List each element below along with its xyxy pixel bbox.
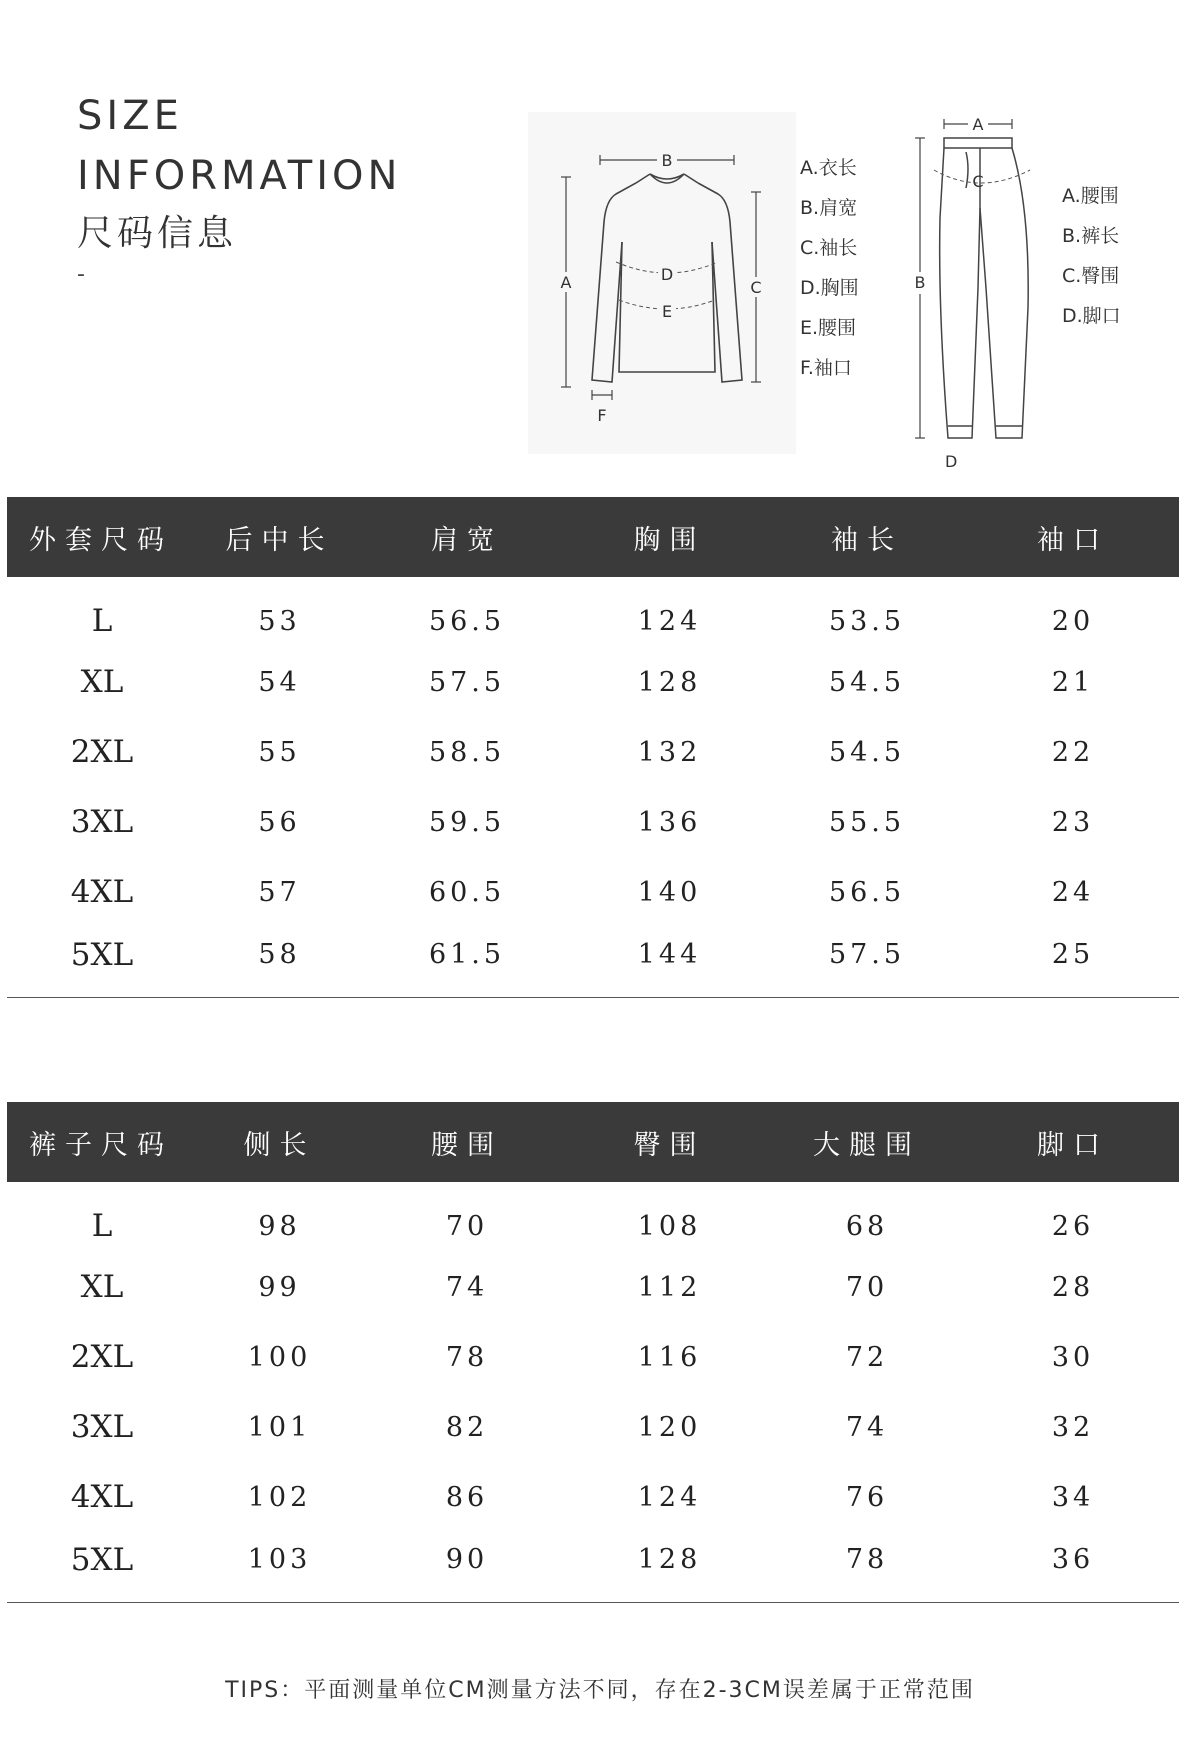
size-cell: L: [91, 603, 113, 639]
label-d: D: [660, 265, 674, 284]
table-cell: 99: [258, 1271, 301, 1303]
table-cell: 60.5: [428, 876, 506, 908]
table-cell: 21: [1051, 666, 1095, 698]
page-title-chinese: 尺码信息: [77, 213, 238, 254]
header-sleeve-length: 袖长: [831, 524, 903, 556]
pants-label-d: D: [945, 452, 958, 471]
size-cell: 2XL: [70, 1339, 134, 1375]
table-cell: 57: [258, 876, 301, 908]
table-cell: 116: [637, 1341, 702, 1373]
table-cell: 128: [637, 1544, 702, 1576]
header-thigh: 大腿围: [813, 1129, 921, 1161]
table-cell: 100: [247, 1341, 312, 1373]
table-header-row: [7, 1102, 1179, 1182]
title-dash: -: [77, 262, 85, 287]
table-cell: 24: [1051, 876, 1095, 908]
table-cell: 124: [637, 1481, 702, 1513]
table-cell: 90: [445, 1544, 489, 1576]
legend-item: A.衣长: [800, 157, 857, 179]
table-cell: 61.5: [428, 939, 506, 971]
table-cell: 58: [258, 939, 301, 971]
label-e: E: [661, 302, 673, 321]
size-cell: 3XL: [70, 804, 134, 840]
label-f: F: [597, 406, 607, 425]
pants-diagram-legend: [1062, 176, 1121, 336]
header-side-length: 侧长: [243, 1129, 316, 1161]
size-cell: L: [91, 1208, 113, 1244]
table-cell: 56.5: [828, 876, 906, 908]
table-cell: 112: [637, 1271, 702, 1303]
table-row: [7, 647, 1179, 717]
table-cell: 58.5: [428, 736, 506, 768]
page-title: [77, 86, 401, 206]
label-b: B: [661, 151, 673, 170]
table-cell: 25: [1051, 939, 1095, 971]
table-cell: 23: [1051, 806, 1095, 838]
table-cell: 28: [1051, 1271, 1095, 1303]
size-cell: 5XL: [70, 936, 134, 973]
table-cell: 72: [845, 1341, 889, 1373]
pants-measurement-diagram: [890, 108, 1040, 448]
header-pants-size: 裤子尺码: [29, 1129, 173, 1161]
pants-size-table: [7, 1102, 1179, 1603]
table-cell: 74: [445, 1271, 489, 1303]
size-cell: 4XL: [70, 1479, 134, 1515]
top-diagram-legend: [800, 148, 859, 388]
table-cell: 140: [637, 876, 702, 908]
size-cell: 4XL: [70, 874, 134, 910]
pants-label-c: C: [972, 172, 984, 191]
table-header-row: [7, 497, 1179, 577]
table-row: [7, 927, 1179, 997]
table-row: [7, 717, 1179, 787]
table-row: [7, 1392, 1179, 1462]
table-row: [7, 787, 1179, 857]
table-cell: 102: [247, 1481, 312, 1513]
table-row: [7, 577, 1179, 647]
table-cell: 26: [1051, 1210, 1095, 1242]
header-jacket-size: 外套尺码: [29, 524, 173, 556]
table-cell: 86: [445, 1481, 489, 1513]
table-cell: 54.5: [828, 666, 906, 698]
table-cell: 78: [445, 1341, 489, 1373]
header-hip: 臀围: [633, 1129, 706, 1161]
legend-item: C.袖长: [800, 237, 858, 259]
table-cell: 54.5: [828, 736, 906, 768]
pants-label-b: B: [914, 273, 926, 292]
title-line-size: SIZE: [77, 93, 183, 139]
table-cell: 78: [845, 1544, 889, 1576]
jacket-size-table: [7, 497, 1179, 998]
size-cell: 2XL: [70, 734, 134, 770]
table-cell: 22: [1051, 736, 1095, 768]
table-row: [7, 1462, 1179, 1532]
table-cell: 144: [637, 939, 702, 971]
size-cell: XL: [80, 664, 124, 700]
legend-item: C.臀围: [1062, 265, 1120, 287]
table-cell: 57.5: [428, 666, 506, 698]
table-cell: 103: [247, 1544, 312, 1576]
table-cell: 70: [445, 1210, 489, 1242]
legend-item: B.裤长: [1062, 225, 1120, 247]
table-cell: 53: [258, 605, 301, 637]
table-cell: 57.5: [828, 939, 906, 971]
legend-item: A.腰围: [1062, 185, 1119, 207]
size-cell: XL: [80, 1269, 124, 1305]
label-c: C: [750, 278, 762, 297]
header-cuff: 袖口: [1037, 524, 1109, 556]
header-leg-opening: 脚口: [1037, 1129, 1109, 1161]
header-shoulder-width: 肩宽: [431, 524, 503, 556]
top-measurement-diagram: [528, 112, 796, 454]
table-row: [7, 857, 1179, 927]
table-cell: 53.5: [828, 605, 906, 637]
table-cell: 124: [637, 605, 702, 637]
table-cell: 34: [1051, 1481, 1095, 1513]
table-cell: 98: [258, 1210, 301, 1242]
table-cell: 20: [1051, 605, 1095, 637]
table-cell: 55: [258, 736, 301, 768]
legend-item: D.胸围: [800, 277, 859, 299]
size-cell: 5XL: [70, 1541, 134, 1578]
table-cell: 76: [845, 1481, 889, 1513]
table-cell: 132: [637, 736, 702, 768]
size-cell: 3XL: [70, 1409, 134, 1445]
header-chest: 胸围: [633, 524, 706, 556]
pants-label-a: A: [972, 115, 984, 134]
table-cell: 128: [637, 666, 702, 698]
table-cell: 101: [247, 1411, 312, 1443]
header-waist: 腰围: [431, 1129, 503, 1161]
header-back-length: 后中长: [225, 524, 334, 556]
table-cell: 55.5: [828, 806, 906, 838]
table-cell: 56.5: [428, 605, 506, 637]
table-cell: 32: [1051, 1411, 1095, 1443]
legend-item: B.肩宽: [800, 197, 858, 219]
legend-item: E.腰围: [800, 317, 857, 339]
legend-item: F.袖口: [800, 357, 852, 379]
table-cell: 82: [445, 1411, 489, 1443]
table-cell: 59.5: [428, 806, 506, 838]
table-cell: 30: [1051, 1341, 1095, 1373]
measurement-tips: TIPS：平面测量单位CM测量方法不同，存在2-3CM误差属于正常范围: [225, 1678, 975, 1703]
label-a: A: [560, 273, 572, 292]
title-line-information: INFORMATION: [77, 153, 402, 199]
table-row: [7, 1252, 1179, 1322]
table-cell: 54: [258, 666, 301, 698]
table-cell: 74: [845, 1411, 889, 1443]
table-row: [7, 1182, 1179, 1252]
table-cell: 56: [258, 806, 301, 838]
table-cell: 70: [845, 1271, 889, 1303]
table-row: [7, 1322, 1179, 1392]
table-row: [7, 1532, 1179, 1602]
shirt-outline-icon: [528, 112, 796, 454]
table-cell: 68: [845, 1210, 889, 1242]
table-cell: 108: [637, 1210, 702, 1242]
table-cell: 136: [637, 806, 702, 838]
pants-outline-icon: [890, 108, 1040, 448]
table-cell: 120: [637, 1411, 702, 1443]
table-cell: 36: [1051, 1544, 1095, 1576]
legend-item: D.脚口: [1062, 305, 1121, 327]
